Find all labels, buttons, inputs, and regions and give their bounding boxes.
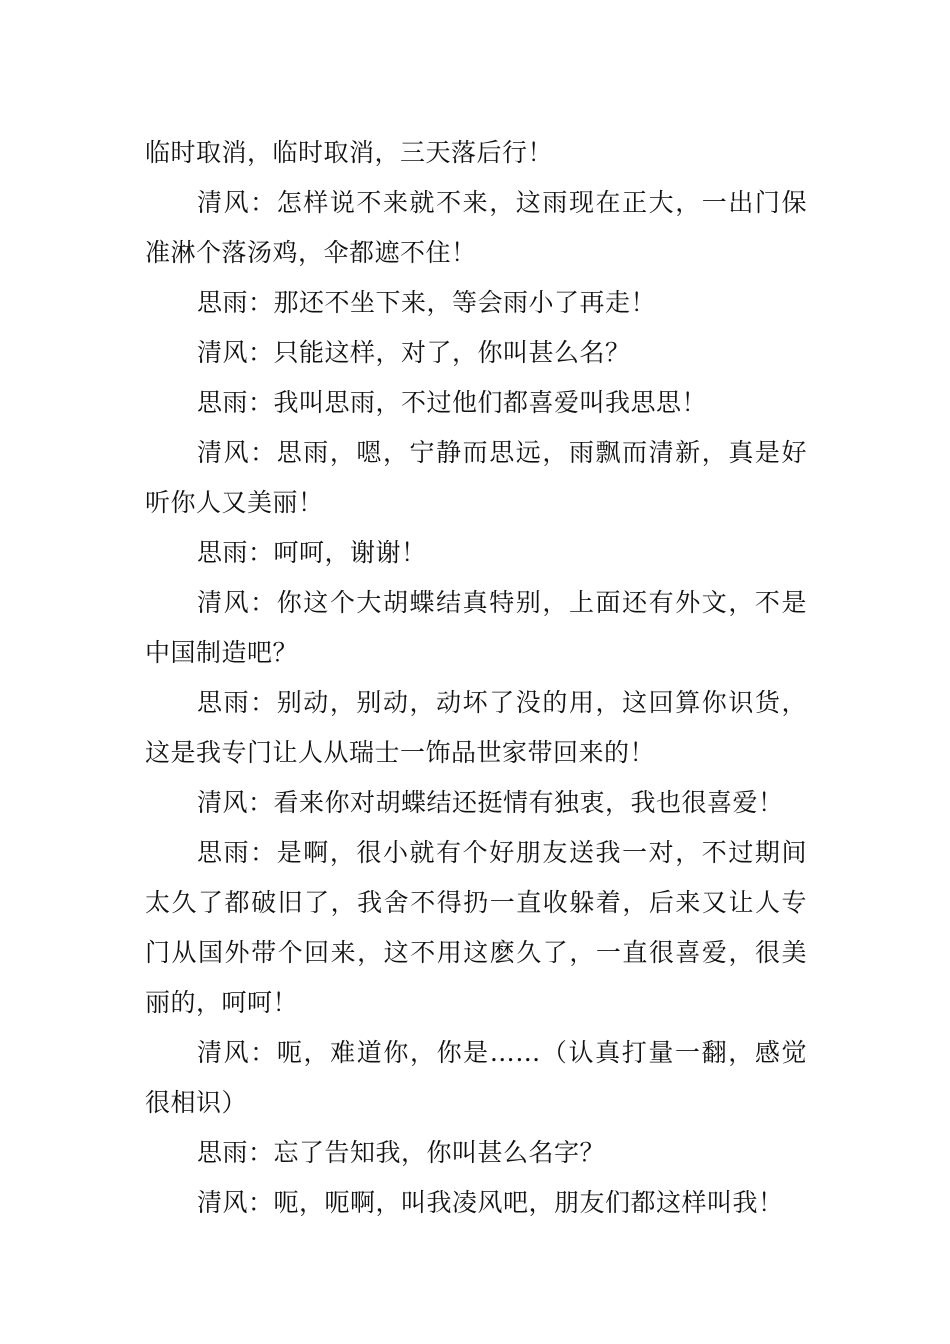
body-text (145, 128, 807, 1228)
dialogue-line: 清风：思雨，嗯，宁静而思远，雨飘而清新，真是好听你人又美丽！ (145, 438, 807, 517)
dialogue-line: 思雨：忘了告知我，你叫甚么名字？ (197, 1138, 606, 1167)
dialogue-line: 清风：呃，难道你，你是……（认真打量一翻，感觉很相识） (145, 1038, 807, 1117)
dialogue-line: 思雨：我叫思雨，不过他们都喜爱叫我思思！ (197, 388, 708, 417)
dialogue-line: 清风：看来你对胡蝶结还挺情有独衷，我也很喜爱！ (197, 788, 784, 817)
dialogue-line: 清风：你这个大胡蝶结真特别，上面还有外文，不是中国制造吧？ (145, 588, 807, 667)
dialogue-line: 思雨：别动，别动，动坏了没的用，这回算你识货，这是我专门让人从瑞士一饰品世家带回来的！ (145, 688, 807, 767)
paragraph-continuation: 临时取消，临时取消，三天落后行！ (145, 138, 554, 167)
dialogue-line: 思雨：那还不坐下来，等会雨小了再走！ (197, 288, 657, 317)
dialogue-line: 清风：呃，呃啊，叫我凌风吧，朋友们都这样叫我！ (197, 1188, 784, 1217)
dialogue-line: 清风：怎样说不来就不来，这雨现在正大，一出门保准淋个落汤鸡，伞都遮不住！ (145, 188, 807, 267)
dialogue-line: 清风：只能这样，对了，你叫甚么名？ (197, 338, 631, 367)
dialogue-line: 思雨：呵呵，谢谢！ (197, 538, 427, 567)
dialogue-line: 思雨：是啊，很小就有个好朋友送我一对，不过期间太久了都破旧了，我舍不得扔一直收躲着，后来又让人专门从国外带个回来，这不用这麽久了，一直很喜爱，很美丽的，呵呵！ (145, 838, 807, 1017)
